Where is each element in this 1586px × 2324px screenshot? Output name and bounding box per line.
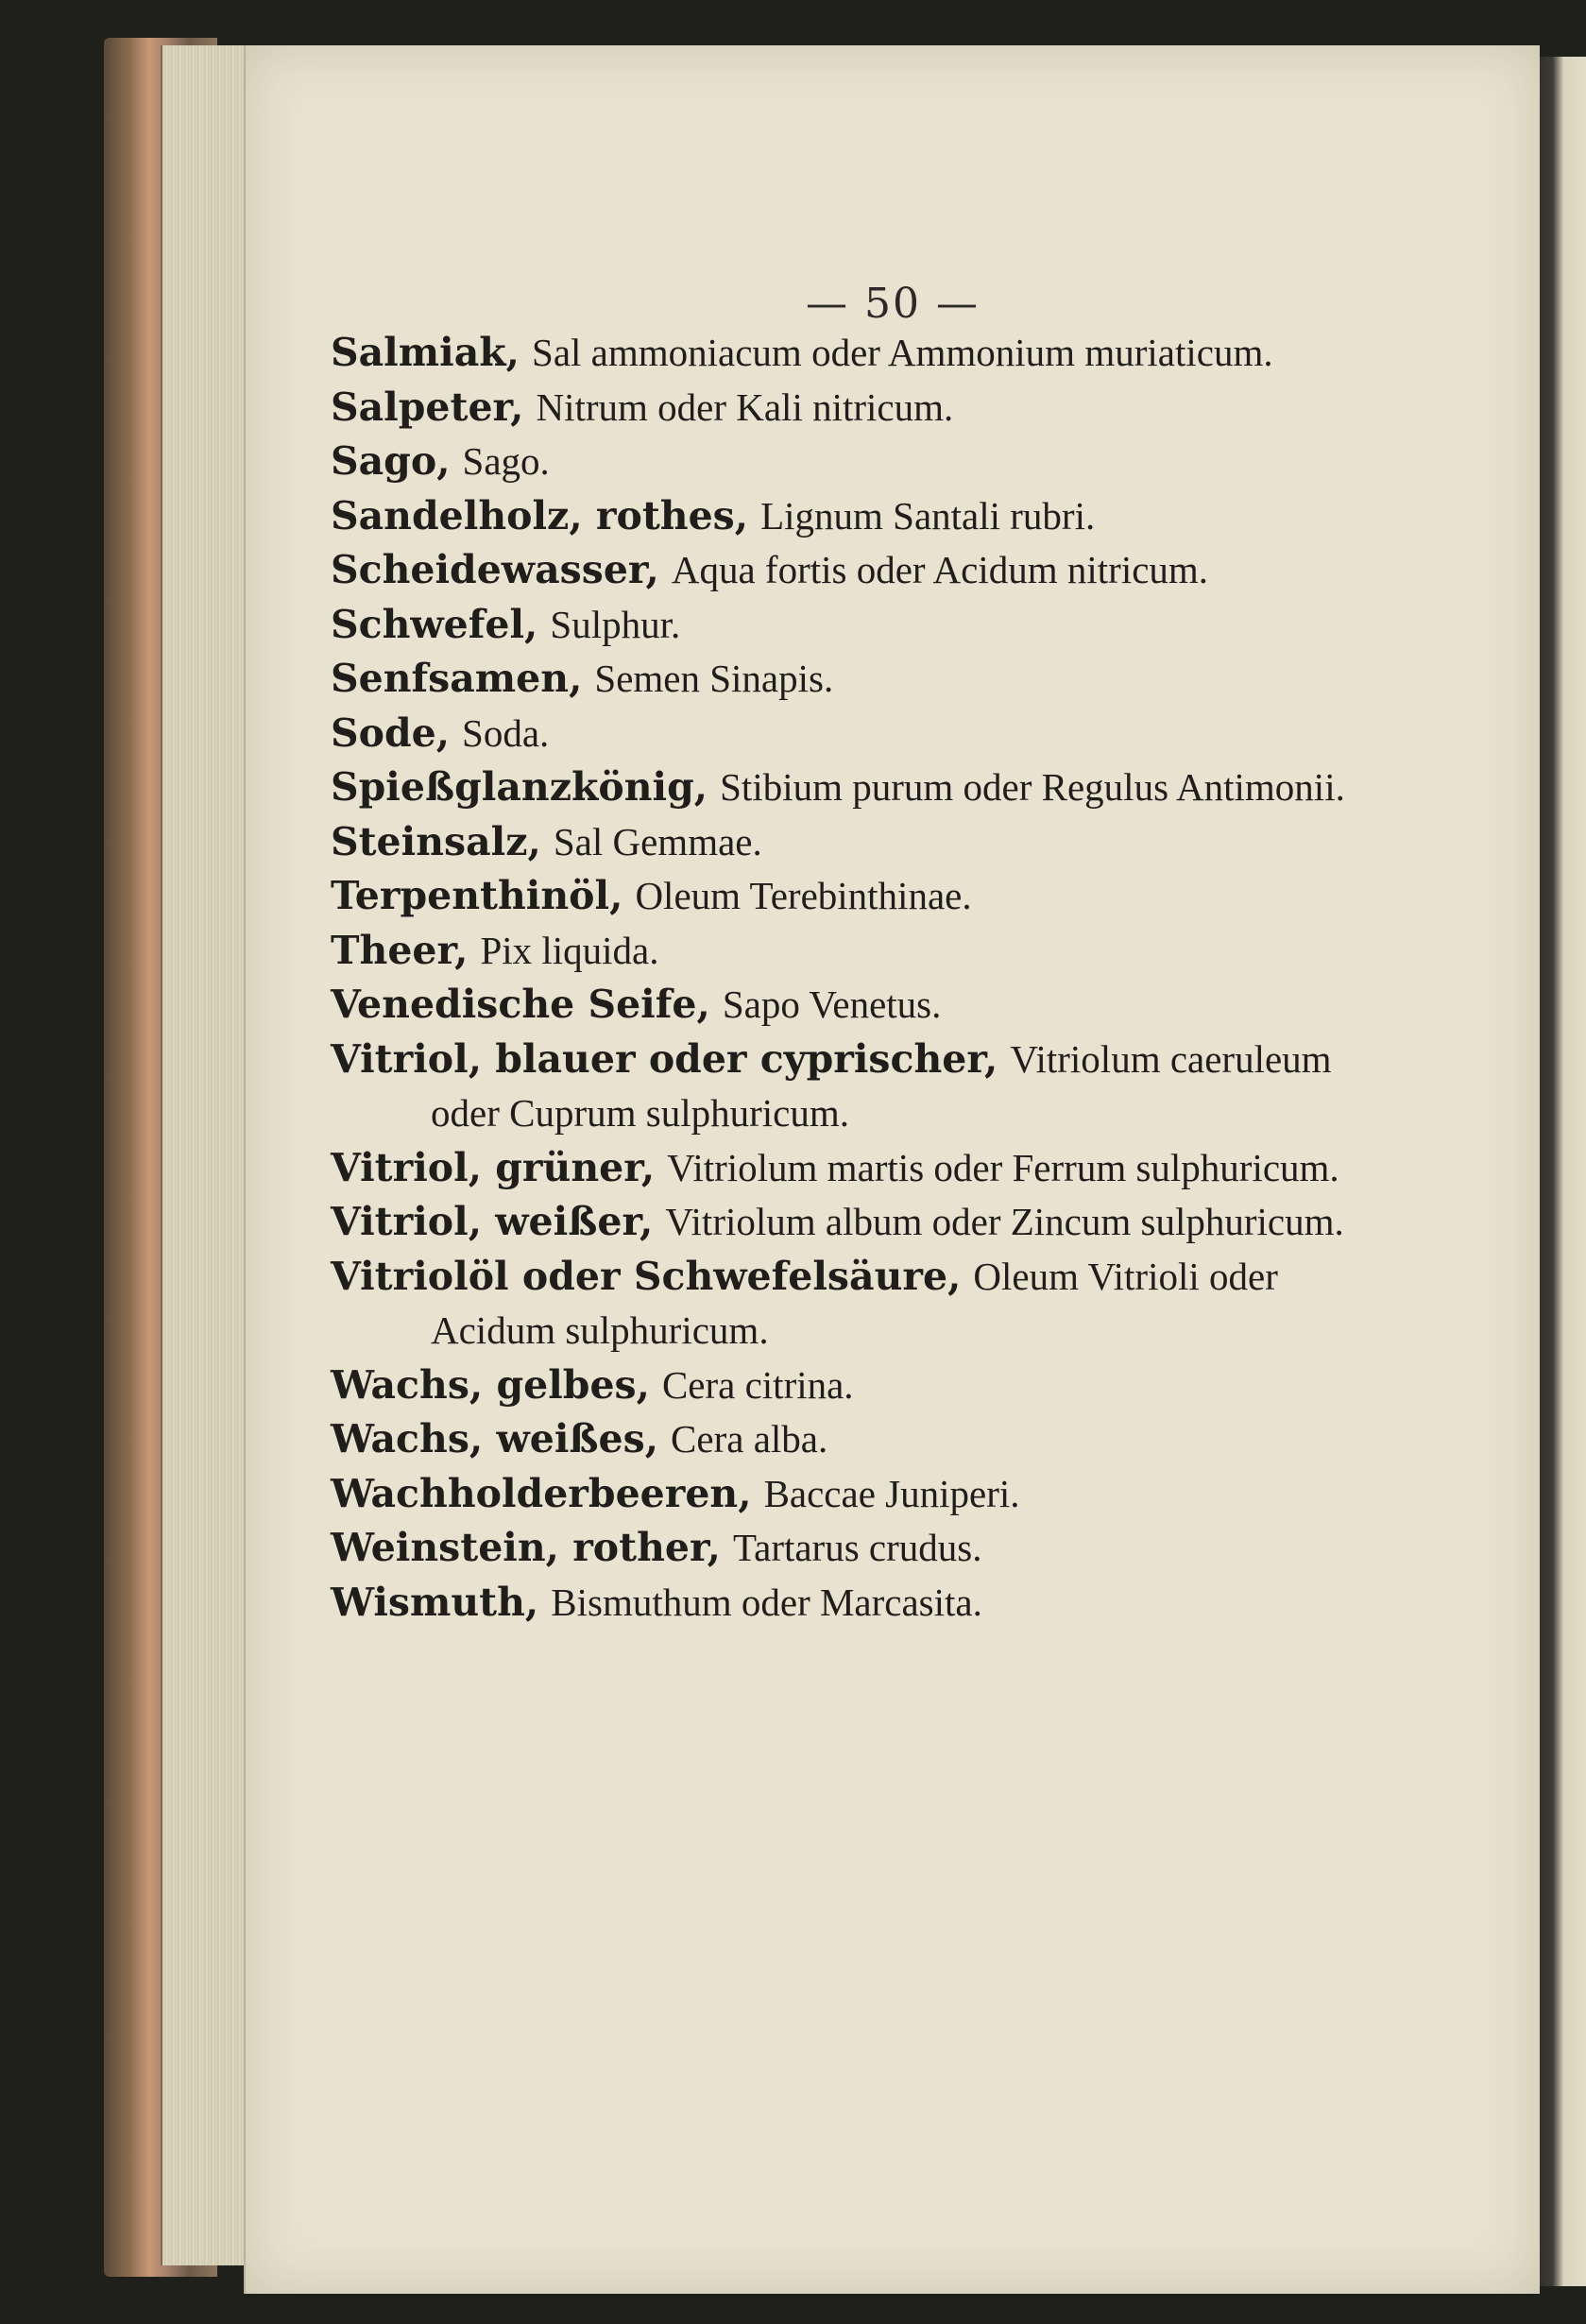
german-term: Vitriol, grüner, <box>331 1144 656 1190</box>
latin-term: Vitriolum caeruleum oder Cuprum sulphuricum. <box>431 1036 1332 1135</box>
german-term: Senfsamen, <box>331 656 583 701</box>
glossary-entry <box>331 1195 1403 1250</box>
german-term: Theer, <box>331 927 469 973</box>
german-term: Vitriolöl oder Schwefelsäure, <box>331 1253 962 1299</box>
glossary-entry <box>331 707 1403 761</box>
glossary-list <box>331 326 1403 1630</box>
latin-term: Bismuthum oder Marcasita. <box>551 1580 982 1624</box>
german-term: Vitriol, weißer, <box>331 1199 654 1244</box>
german-term: Wismuth, <box>331 1579 539 1625</box>
glossary-entry <box>331 435 1403 489</box>
german-term: Scheidewasser, <box>331 547 659 592</box>
latin-term: Aqua fortis oder Acidum nitricum. <box>671 548 1209 591</box>
german-term: Terpenthinöl, <box>331 873 623 918</box>
german-term: Salmiak, <box>331 330 520 375</box>
latin-term: Vitriolum album oder Zincum sulphuricum. <box>665 1200 1344 1243</box>
latin-term: Cera citrina. <box>661 1362 854 1407</box>
latin-term: Oleum Terebinthinae. <box>635 874 972 917</box>
german-term: Salpeter, <box>331 384 524 430</box>
german-term: Weinstein, rother, <box>331 1525 721 1570</box>
latin-term: Sapo Venetus. <box>722 983 942 1026</box>
german-term: Spießglanzkönig, <box>331 764 708 810</box>
glossary-entry <box>331 978 1403 1033</box>
latin-term: Baccae Juniperi. <box>763 1471 1020 1515</box>
latin-term: Pix liquida. <box>480 928 659 972</box>
german-term: Wachs, gelbes, <box>331 1361 650 1408</box>
glossary-entry <box>331 543 1403 598</box>
latin-term: Sulphur. <box>550 602 681 646</box>
latin-term: Soda. <box>462 710 550 755</box>
glossary-entry <box>331 1359 1403 1413</box>
german-term: Wachs, weißes, <box>331 1416 658 1461</box>
german-term: Steinsalz, <box>331 818 541 864</box>
german-term: Wachholderbeeren, <box>331 1470 752 1516</box>
latin-term: Semen Sinapis. <box>594 657 834 700</box>
latin-term: Cera alba. <box>671 1417 828 1461</box>
latin-term: Sago. <box>462 439 550 483</box>
glossary-entry <box>331 1412 1403 1467</box>
page-edges <box>161 45 252 2265</box>
glossary-entry <box>331 869 1403 924</box>
page-number: — 50 — <box>806 280 980 328</box>
german-term: Sandelholz, rothes, <box>331 492 749 538</box>
german-term: Sode, <box>331 709 450 756</box>
latin-term: Vitriolum martis oder Ferrum sulphuricum. <box>667 1145 1339 1189</box>
glossary-entry <box>331 1467 1403 1522</box>
glossary-entry <box>331 760 1403 815</box>
german-term: Vitriol, blauer oder cyprischer, <box>331 1035 998 1082</box>
latin-term: Nitrum oder Kali nitricum. <box>536 384 954 429</box>
latin-term: Tartarus crudus. <box>732 1526 982 1569</box>
glossary-entry <box>331 652 1403 707</box>
glossary-entry <box>331 1521 1403 1576</box>
german-term: Sago, <box>331 438 451 484</box>
glossary-entry <box>331 924 1403 979</box>
german-term: Schwefel, <box>331 601 538 647</box>
latin-term: Stibium purum oder Regulus Antimonii. <box>720 765 1345 809</box>
latin-term: Oleum Vitrioli oder Acidum sulphuricum. <box>431 1254 1278 1352</box>
glossary-entry <box>331 1033 1403 1141</box>
glossary-entry <box>331 326 1403 381</box>
glossary-entry <box>331 381 1403 436</box>
glossary-entry <box>331 1250 1403 1359</box>
glossary-entry <box>331 598 1403 653</box>
glossary-entry <box>331 815 1403 870</box>
latin-term: Sal ammoniacum oder Ammonium muriaticum. <box>532 331 1273 374</box>
glossary-entry <box>331 489 1403 544</box>
latin-term: Lignum Santali rubri. <box>760 493 1096 538</box>
latin-term: Sal Gemmae. <box>553 819 762 863</box>
glossary-entry <box>331 1576 1403 1631</box>
glossary-entry <box>331 1141 1403 1196</box>
german-term: Venedische Seife, <box>331 982 710 1027</box>
